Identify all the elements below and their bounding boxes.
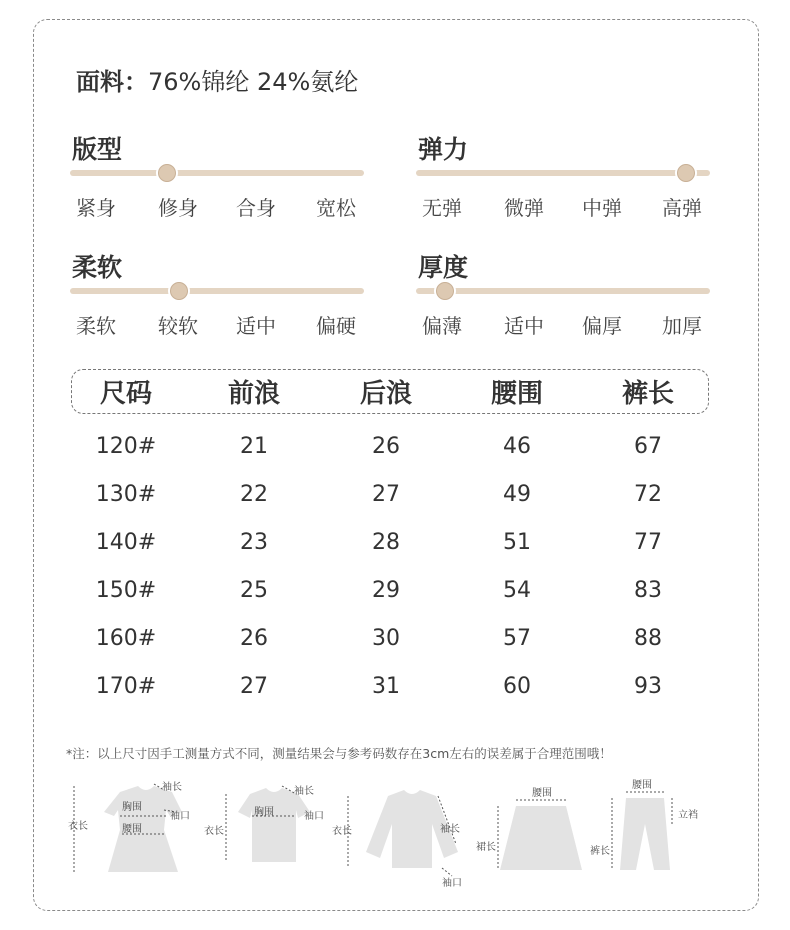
measurement-note: *注：以上尺寸因手工测量方式不同，测量结果会与参考码数存在3cm左右的误差属于合理范围哦！ (66, 746, 612, 761)
size-table-cell: 120# (95, 434, 157, 459)
attribute-slider-knob (436, 282, 454, 300)
attribute-title: 弹力 (418, 135, 469, 164)
size-table-cell: 140# (95, 530, 157, 555)
size-table-cell: 26 (240, 626, 268, 651)
fabric-value: 76%锦纶 24%氨纶 (148, 68, 359, 96)
size-table-header-cell: 腰围 (490, 379, 543, 409)
attribute-slider-knob (170, 282, 188, 300)
size-table-cell: 67 (634, 434, 662, 459)
attribute-slider-track (70, 170, 364, 176)
attribute-thickness (416, 248, 712, 343)
size-table-cell: 130# (95, 482, 157, 507)
size-table-header-cell: 尺码 (99, 379, 152, 409)
size-table-cell: 160# (95, 626, 157, 651)
fabric-label: 面料： (76, 68, 148, 96)
size-table-cell: 150# (95, 578, 157, 603)
size-table-cell: 72 (634, 482, 662, 507)
size-table-cell: 30 (372, 626, 400, 651)
size-table-cell: 170# (95, 674, 157, 699)
dress-length-label: 衣长 (68, 821, 88, 832)
size-table-cell: 26 (372, 434, 400, 459)
attribute-option-label: 柔软 (76, 314, 116, 338)
attribute-option-label: 修身 (158, 196, 198, 220)
size-table-header-cell: 后浪 (359, 379, 412, 409)
size-table-cell: 27 (240, 674, 268, 699)
pants-length-label: 裤长 (590, 846, 610, 857)
attribute-slider-knob (677, 164, 695, 182)
tshirt-length-label: 衣长 (204, 826, 224, 837)
size-table-cell: 83 (634, 578, 662, 603)
attribute-elasticity (416, 130, 712, 225)
fabric-info (76, 62, 358, 97)
attribute-slider-track (416, 170, 710, 176)
attribute-fit (70, 130, 366, 225)
attribute-title: 柔软 (72, 253, 123, 282)
size-table-cell: 31 (372, 674, 400, 699)
attribute-option-label: 微弹 (504, 196, 544, 220)
size-table-cell: 60 (503, 674, 531, 699)
attribute-option-label: 中弹 (582, 196, 622, 220)
size-table-cell: 93 (634, 674, 662, 699)
dress-chest-label: 胸围 (122, 802, 142, 813)
size-table-cell: 25 (240, 578, 268, 603)
attribute-option-label: 偏厚 (582, 314, 622, 338)
attribute-slider-track (70, 288, 364, 294)
attribute-option-label: 宽松 (316, 196, 356, 220)
size-table-cell: 23 (240, 530, 268, 555)
pants-rise-label: 立裆 (678, 810, 698, 821)
skirt-length-label: 裙长 (476, 842, 496, 853)
pants-waist-label: 腰围 (632, 780, 652, 791)
size-table-header-cell: 前浪 (227, 379, 280, 409)
attribute-option-label: 偏硬 (316, 314, 356, 338)
dress-cuff-label: 袖口 (170, 811, 190, 822)
size-table-cell: 21 (240, 434, 268, 459)
sweater-cuff-label: 袖口 (442, 878, 462, 889)
attribute-slider-knob (158, 164, 176, 182)
skirt-diagram-icon (476, 787, 582, 870)
attribute-option-label: 偏薄 (422, 314, 462, 338)
size-table-cell: 54 (503, 578, 531, 603)
tshirt-chest-label: 胸围 (254, 807, 274, 818)
size-table-cell: 51 (503, 530, 531, 555)
size-table-cell: 28 (372, 530, 400, 555)
size-table-header-cell: 裤长 (621, 379, 674, 409)
size-table-cell: 88 (634, 626, 662, 651)
sweater-length-label: 衣长 (332, 826, 352, 837)
attribute-slider-track (416, 288, 710, 294)
attribute-option-label: 较软 (158, 314, 198, 338)
sweater-diagram-icon (332, 790, 462, 889)
attribute-option-label: 加厚 (662, 314, 702, 338)
tshirt-sleeve-label: 袖长 (294, 786, 314, 797)
size-table-cell: 46 (503, 434, 531, 459)
attribute-softness (70, 248, 366, 343)
attribute-option-label: 紧身 (76, 196, 116, 220)
attribute-option-label: 适中 (236, 314, 276, 338)
garment-diagrams (60, 772, 740, 900)
sweater-sleeve-label: 袖长 (440, 824, 460, 835)
size-table-cell: 29 (372, 578, 400, 603)
dress-waist-label: 腰围 (122, 824, 142, 835)
dress-sleeve-label: 袖长 (162, 782, 182, 793)
size-table-cell: 57 (503, 626, 531, 651)
size-table-cell: 27 (372, 482, 400, 507)
attribute-title: 厚度 (418, 253, 469, 282)
attribute-option-label: 合身 (236, 196, 276, 220)
pants-diagram-icon (590, 779, 698, 870)
tshirt-diagram-icon (204, 784, 324, 862)
size-table-cell: 49 (503, 482, 531, 507)
attribute-option-label: 高弹 (662, 196, 702, 220)
attribute-option-label: 适中 (504, 314, 544, 338)
attribute-option-label: 无弹 (422, 196, 462, 220)
size-table-cell: 22 (240, 482, 268, 507)
tshirt-cuff-label: 袖口 (304, 811, 324, 822)
dress-diagram-icon (68, 780, 190, 872)
skirt-waist-label: 腰围 (532, 788, 552, 799)
size-table-cell: 77 (634, 530, 662, 555)
attribute-title: 版型 (72, 135, 123, 164)
